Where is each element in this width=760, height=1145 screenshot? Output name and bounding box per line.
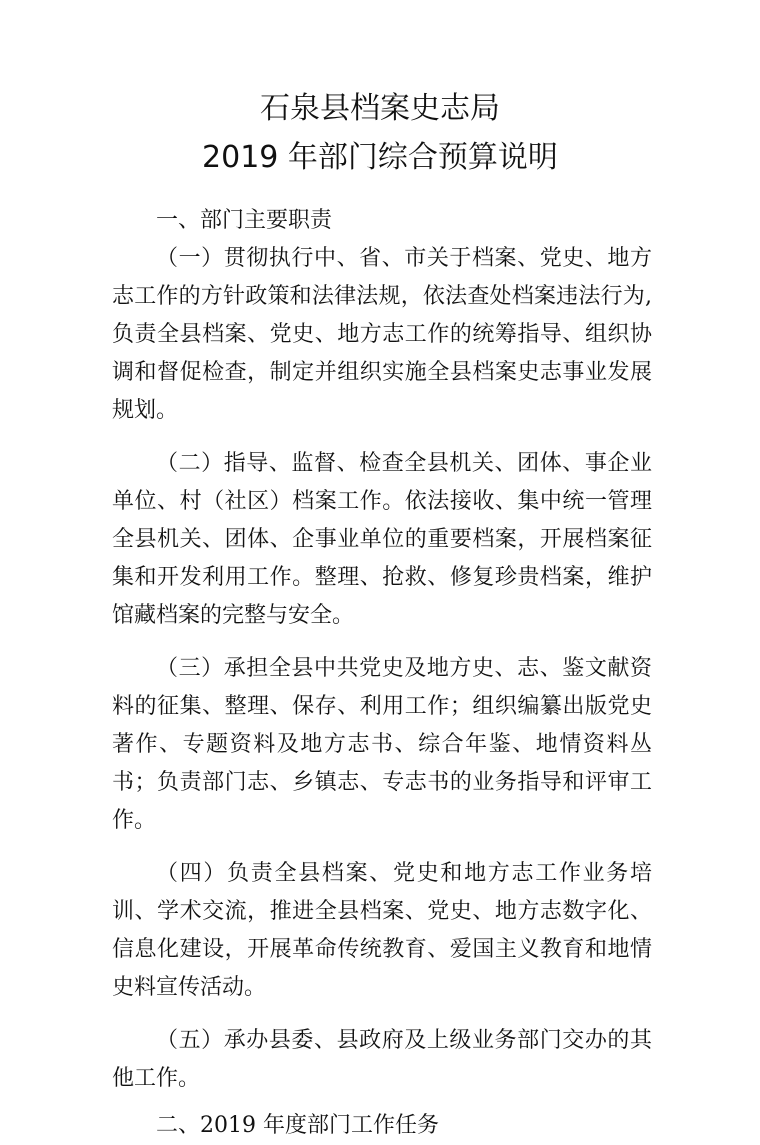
document-title-line-1: 石泉县档案史志局 (260, 91, 500, 126)
section-heading-tasks: 二、2019 年度部门工作任务 (156, 1113, 439, 1138)
paragraph-duty-5: （五）承办县委、县政府及上级业务部门交办的其他工作。 (112, 1028, 652, 1091)
document-title-line-2: 2019 年部门综合预算说明 (202, 140, 558, 175)
paragraph-duty-1: （一）贯彻执行中、省、市关于档案、党史、地方志工作的方针政策和法律法规，依法查处档案违法行为,负责全县档案、党史、地方志工作的统筹指导、组织协调和督促检查，制定并组织实施全县档案史志事业发展规划。 (112, 246, 652, 423)
paragraph-duty-3: （三）承担全县中共党史及地方史、志、鉴文献资料的征集、整理、保存、利用工作；组织编纂出版党史著作、专题资料及地方志书、综合年鉴、地情资料丛书；负责部门志、乡镇志、专志书的业务指导和评审工作。 (112, 656, 652, 833)
section-heading-duties: 一、部门主要职责 (156, 208, 333, 233)
document-body (112, 202, 652, 1145)
paragraph-duty-4: （四）负责全县档案、党史和地方志工作业务培训、学术交流，推进全县档案、党史、地方志数字化、信息化建设，开展革命传统教育、爱国主义教育和地情史料宣传活动。 (112, 861, 652, 1000)
paragraph-duty-2: （二）指导、监督、检查全县机关、团体、事企业单位、村（社区）档案工作。依法接收、集中统一管理全县机关、团体、企事业单位的重要档案，开展档案征集和开发利用工作。整理、抢救、修复珍贵档案，维护馆藏档案的完整与安全。 (112, 451, 652, 628)
